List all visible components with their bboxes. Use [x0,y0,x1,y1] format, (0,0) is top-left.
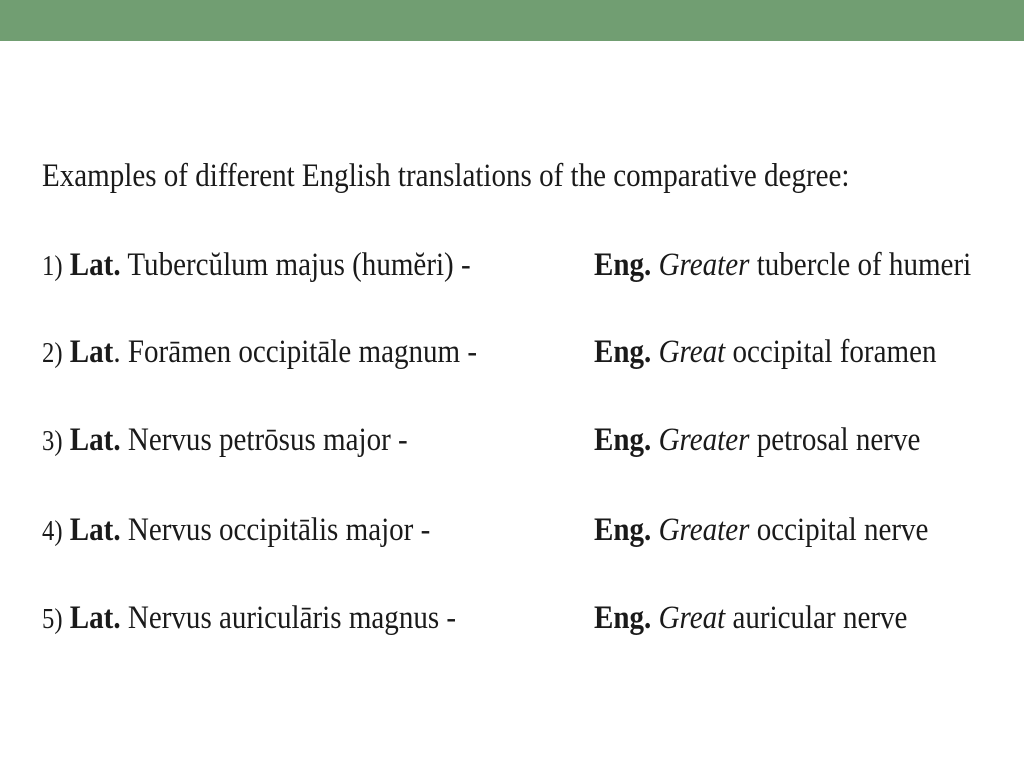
example-row [42,332,1017,372]
latin-term [42,420,408,462]
english-label: Eng. [594,512,652,548]
example-row [42,598,1017,638]
english-label: Eng. [594,600,652,636]
example-number: 1) [42,251,63,282]
header-bar [0,0,1024,41]
example-row [42,510,1017,550]
latin-text: Tubercŭlum majus (humĕri) - [120,247,471,283]
example-row [42,245,1017,285]
latin-term [42,510,430,552]
english-label: Eng. [594,422,652,458]
latin-label: Lat. [69,512,121,548]
slide-heading: Examples of different English translations of the comparative degree: [42,158,850,194]
latin-text: Nervus occipitālis major - [120,512,431,548]
example-number: 3) [42,426,63,457]
english-text: occipital nerve [749,512,929,548]
latin-label: Lat. [69,247,121,283]
english-text: auricular nerve [725,600,908,636]
english-emphasis: Great [658,334,726,370]
example-number: 2) [42,338,63,369]
english-emphasis: Great [658,600,726,636]
english-emphasis: Greater [658,247,750,283]
english-label: Eng. [594,334,652,370]
latin-text: . Forāmen occipitāle magnum - [113,334,478,370]
english-emphasis: Greater [658,422,750,458]
english-term [594,598,907,638]
latin-label: Lat. [69,600,121,636]
latin-text: Nervus petrōsus major - [120,422,408,458]
latin-term [42,332,477,374]
example-row [42,420,1017,460]
english-label: Eng. [594,247,652,283]
latin-text: Nervus auriculāris magnus - [120,600,457,636]
english-text: tubercle of humeri [749,247,972,283]
english-term [594,510,928,550]
english-term [594,332,936,372]
english-term [594,420,920,460]
english-text: petrosal nerve [749,422,921,458]
english-term [594,245,971,285]
english-emphasis: Greater [658,512,750,548]
latin-label: Lat. [69,422,121,458]
english-text: occipital foramen [725,334,937,370]
latin-label: Lat [69,334,114,370]
latin-term [42,245,471,287]
example-number: 4) [42,516,63,547]
example-number: 5) [42,604,63,635]
latin-term [42,598,456,640]
